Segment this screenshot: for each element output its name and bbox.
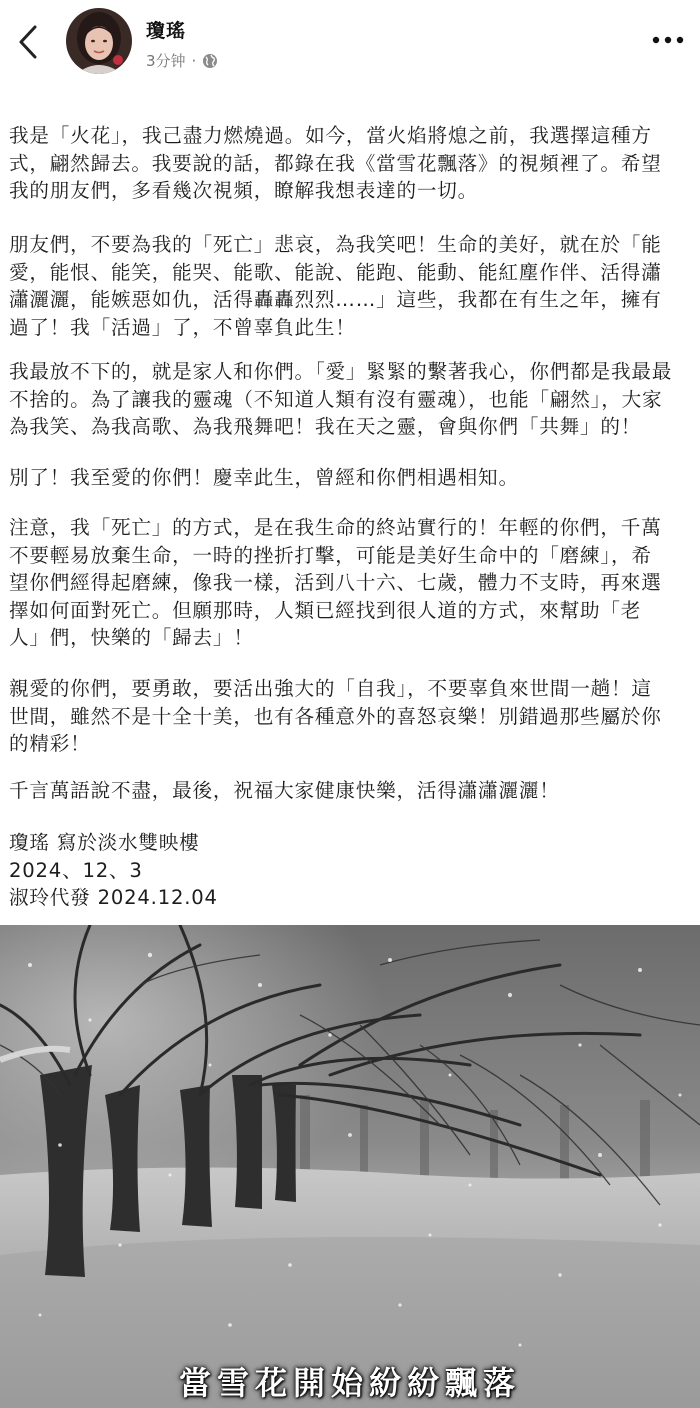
chevron-left-icon [17, 24, 39, 60]
post-time: 3分钟 [146, 52, 186, 70]
post-meta [146, 50, 218, 71]
back-button[interactable] [8, 20, 48, 64]
avatar[interactable] [66, 8, 132, 74]
post-header [0, 0, 700, 95]
post-body [0, 94, 700, 924]
post-paragraph: 我是「火花」，我己盡力燃燒過。如今，當火焰將熄之前，我選擇這種方 式，翩然歸去。我要說的話，都錄在我《當雪花飄落》的視頻裡了。希望 我的朋友們，多看幾次視頻，瞭解我想表達的一切。 [9, 124, 662, 202]
post-paragraph: 親愛的你們，要勇敢，要活出強大的「自我」，不要辜負來世間一趟！這 世間，雖然不是十全十美，也有各種意外的喜怒哀樂！別錯過那些屬於你 的精彩！ [9, 677, 662, 755]
post-signature: 瓊瑤 寫於淡水雙映樓 2024、12、3 淑玲代發 2024.12.04 [9, 831, 218, 909]
image-caption: 當雪花開始紛紛飄落 [178, 1364, 521, 1402]
post-paragraph: 我最放不下的，就是家人和你們。「愛」緊緊的繫著我心，你們都是我最最 不捨的。為了讓我的靈魂（不知道人類有沒有靈魂），也能「翩然」，大家 為我笑、為我高歌、為我飛舞吧！我在天之靈，會與你們「共舞」的！ [9, 360, 673, 438]
more-horizontal-icon [652, 36, 684, 44]
meta-separator: · [191, 51, 197, 70]
post-paragraph: 千言萬語說不盡，最後，祝福大家健康快樂，活得瀟瀟灑灑！ [9, 779, 560, 802]
snow-forest-photo [0, 925, 700, 1408]
post-paragraph: 朋友們，不要為我的「死亡」悲哀，為我笑吧！生命的美好，就在於「能 愛，能恨、能笑，能哭、能歌、能說、能跑、能動、能紅塵作伴、活得瀟 瀟灑灑，能嫉惡如仇，活得轟轟烈烈……」這些，我都在有生之年，擁有 過了！我「活過」了，不曾辜負此生！ [9, 233, 662, 339]
globe-icon [202, 53, 218, 69]
author-name[interactable]: 瓊瑤 [146, 20, 187, 42]
post-paragraph: 注意，我「死亡」的方式，是在我生命的終站實行的！年輕的你們，千萬 不要輕易放棄生命，一時的挫折打擊，可能是美好生命中的「磨練」，希 望你們經得起磨練，像我一樣，活到八十六、七歲，體力不支時，再來選 擇如何面對死亡。但願那時，人類已經找到很人道的方式，來幫助「老 人」們，快樂的「歸去」！ [9, 516, 662, 649]
post-image[interactable] [0, 925, 700, 1408]
more-options-button[interactable] [650, 28, 686, 52]
post-paragraph: 別了！我至愛的你們！慶幸此生，曾經和你們相遇相知。 [9, 466, 519, 489]
